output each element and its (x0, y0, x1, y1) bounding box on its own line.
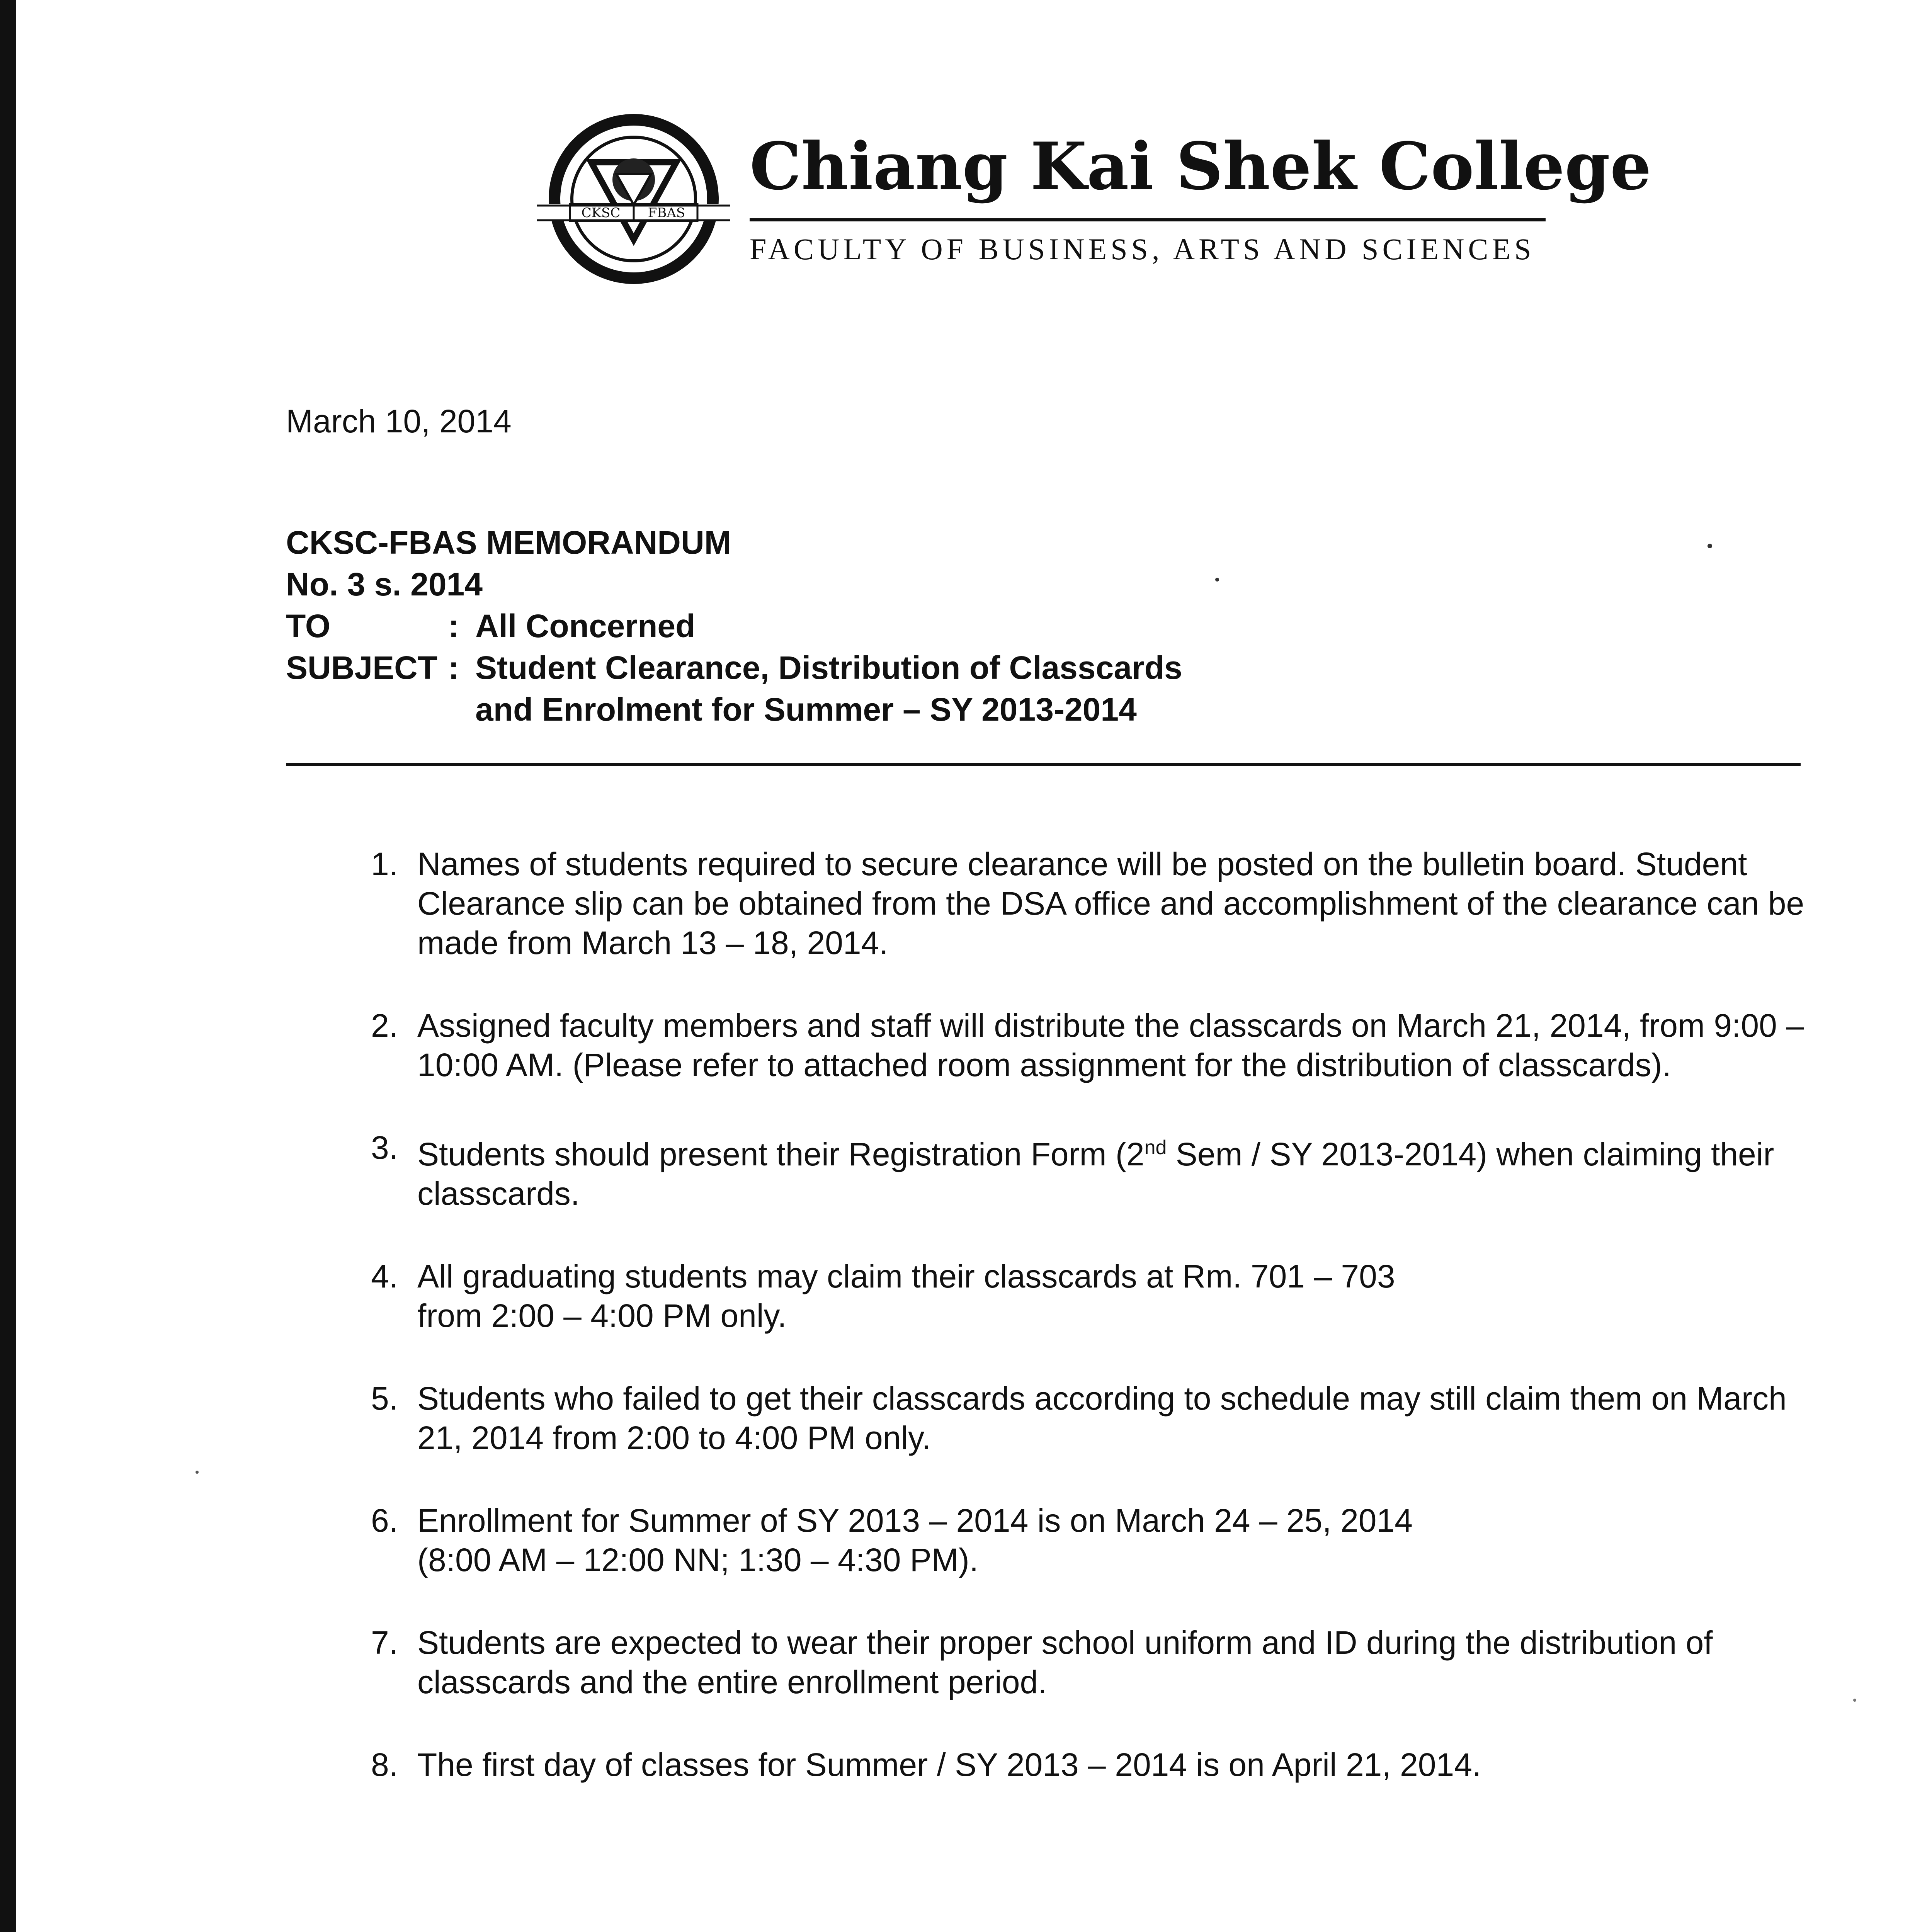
letterhead (533, 112, 1651, 290)
item-text-part: Sem / SY 2013-2014) when claiming their classcards. (417, 1136, 1774, 1212)
to-label: TO (286, 608, 331, 644)
item-number: 2. (371, 1007, 398, 1044)
item-text-part: Students should present their Registration Form (2 (417, 1136, 1145, 1172)
item-line: All graduating students may claim their classcards at Rm. 701 – 703 (417, 1258, 1395, 1294)
list-item (325, 1745, 1832, 1784)
item-number: 5. (371, 1380, 398, 1417)
item-text: The first day of classes for Summer / SY 2013 – 2014 is on April 21, 2014. (417, 1747, 1481, 1783)
subject-colon: : (448, 650, 459, 686)
item-number: 8. (371, 1747, 398, 1783)
memo-date: March 10, 2014 (286, 403, 512, 439)
letterhead-rule (750, 218, 1546, 221)
item-line: (8:00 AM – 12:00 NN; 1:30 – 4:30 PM). (417, 1542, 979, 1578)
item-text (417, 1501, 1832, 1580)
list-item (325, 844, 1832, 963)
subject-line-1: Student Clearance, Distribution of Classcards (475, 650, 1182, 686)
item-number: 6. (371, 1502, 398, 1539)
item-number: 1. (371, 846, 398, 882)
item-text: Students who failed to get their classcards according to schedule may still claim them on March 21, 2014 from 2:00 to 4:00 PM only. (417, 1380, 1787, 1456)
memo-number: No. 3 s. 2014 (286, 566, 483, 602)
memo-header (286, 522, 1182, 730)
to-colon: : (448, 608, 459, 644)
item-text (417, 1257, 1832, 1335)
memo-to-row (286, 605, 1182, 647)
list-item (325, 1006, 1832, 1085)
item-text: Students are expected to wear their proper school uniform and ID during the distribution of classcards and the entire enrollment period. (417, 1624, 1713, 1700)
memo-items (325, 844, 1832, 1828)
item-number: 3. (371, 1129, 398, 1166)
memo-subject-row (286, 647, 1182, 689)
list-item (325, 1128, 1832, 1213)
college-name: Chiang Kai Shek College (750, 128, 1651, 204)
header-divider (286, 763, 1801, 766)
memo-title: CKSC-FBAS MEMORANDUM (286, 524, 731, 561)
item-number: 7. (371, 1624, 398, 1661)
faculty-line: FACULTY OF BUSINESS, ARTS AND SCIENCES (750, 232, 1535, 266)
list-item (325, 1623, 1832, 1702)
list-item (325, 1257, 1832, 1335)
seal-text-right: FBAS (648, 205, 685, 221)
subject-label: SUBJECT (286, 650, 438, 686)
scan-border-left (0, 0, 16, 1932)
item-line: Enrollment for Summer of SY 2013 – 2014 is on March 24 – 25, 2014 (417, 1502, 1413, 1539)
item-text (417, 1128, 1832, 1213)
item-number: 4. (371, 1258, 398, 1294)
college-seal-logo (533, 112, 734, 290)
ordinal-suffix: nd (1144, 1136, 1167, 1159)
to-value: All Concerned (475, 608, 696, 644)
list-item (325, 1501, 1832, 1580)
item-text: Names of students required to secure clearance will be posted on the bulletin board. Student Clearance slip can be obtained from the DSA office and accomplishment of the clearance can be made from March 13 – 18, 2014. (417, 846, 1804, 961)
seal-text-left: CKSC (581, 205, 621, 221)
list-item (325, 1379, 1832, 1458)
subject-line-2: and Enrolment for Summer – SY 2013-2014 (475, 691, 1137, 728)
item-text: Assigned faculty members and staff will distribute the classcards on March 21, 2014, from 9:00 – 10:00 AM. (Please refer to attached room assignment for the distribution of classcards). (417, 1007, 1804, 1083)
item-line: from 2:00 – 4:00 PM only. (417, 1298, 787, 1334)
